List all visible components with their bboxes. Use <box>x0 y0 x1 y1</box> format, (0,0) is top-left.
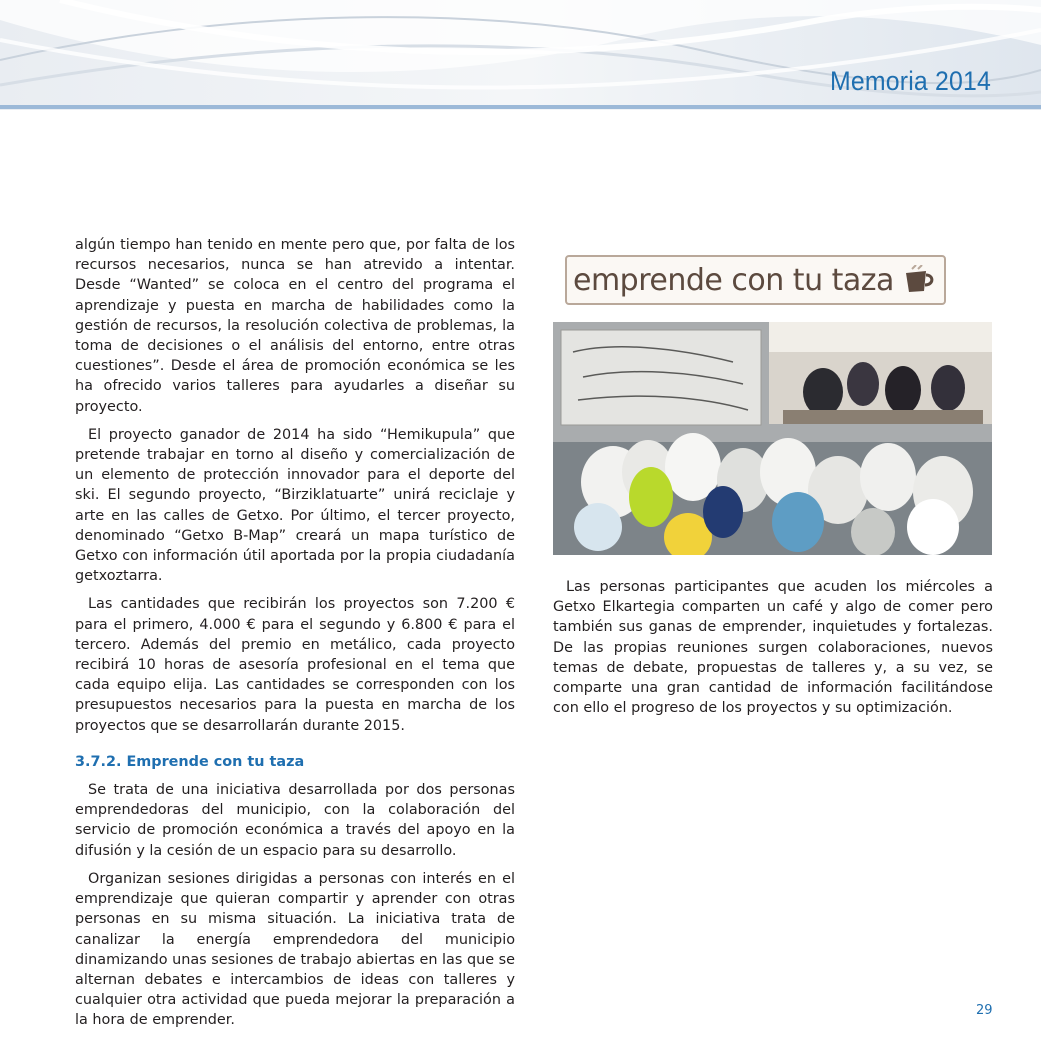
page-header <box>0 0 1041 110</box>
page-number: 29 <box>976 1003 993 1018</box>
mugs-photo <box>553 322 992 555</box>
emprende-logo <box>565 255 946 305</box>
paragraph: Las personas participantes que acuden los miércoles a Getxo Elkartegia comparten un café y algo de comer pero también sus ganas de emprender, inquietudes y fortalezas. De las propias reuniones surgen colaboraciones, nuevos temas de debate, propuestas de talleres y, a su vez, se comparte una gran cantidad de información facilitándose con ello el progreso de los proyectos y su optimización. <box>553 579 993 717</box>
logo-text: emprende con tu taza <box>573 262 894 298</box>
header-rule <box>0 105 1041 109</box>
cup-icon <box>902 265 936 295</box>
paragraph: Las cantidades que recibirán los proyectos son 7.200 € para el primero, 4.000 € para el segundo y 6.800 € para el tercero. Además del premio en metálico, cada proyecto recibirá 10 horas de asesoría profesional en el tema que cada equipo elija. Las cantidades se corresponden con los presupuestos necesarios para la puesta en marcha de los proyectos que se desarrollarán durante 2015. <box>75 596 515 734</box>
right-column <box>553 577 993 726</box>
section-heading: 3.7.2. Emprende con tu taza <box>75 753 305 770</box>
left-column <box>75 235 515 1039</box>
header-title: Memoria 2014 <box>830 66 991 96</box>
paragraph: Se trata de una iniciativa desarrollada por dos personas emprendedoras del municipio, con la colaboración del servicio de promoción económica a través del apoyo en la difusión y la cesión de un espacio para su desarrollo. <box>75 782 515 859</box>
paragraph: Organizan sesiones dirigidas a personas con interés en el emprendizaje que quieran compartir y aprender con otras personas en su misma situación. La iniciativa trata de canalizar la energía emprendedora del municipio dinamizando unas sesiones de trabajo abiertas en las que se alternan debates e intercambios de ideas con talleres y cualquier otra actividad que pueda mejorar la preparación a la hora de emprender. <box>75 870 515 1029</box>
paragraph: El proyecto ganador de 2014 ha sido “Hemikupula” que pretende trabajar en torno al diseño y comercialización de un elemento de protección innovador para el deporte del ski. El segundo proyecto, “Birziklatuarte” unirá reciclaje y arte en las calles de Getxo. Por último, el tercer proyecto, denominado “Getxo B-Map” creará un mapa turístico de Getxo con información útil aportada por la propia ciudadanía getxoztarra. <box>75 426 515 585</box>
paragraph: algún tiempo han tenido en mente pero que, por falta de los recursos necesarios, nunca se han atrevido a intentar. Desde “Wanted” se coloca en el centro del programa el aprendizaje y puesta en marcha de habilidades como la gestión de recursos, la resolución colectiva de problemas, la toma de decisiones o el análisis del entorno, entre otras cuestiones”. Desde el área de promoción económica se les ha ofrecido varios talleres para ayudarles a diseñar su proyecto. <box>75 237 515 415</box>
